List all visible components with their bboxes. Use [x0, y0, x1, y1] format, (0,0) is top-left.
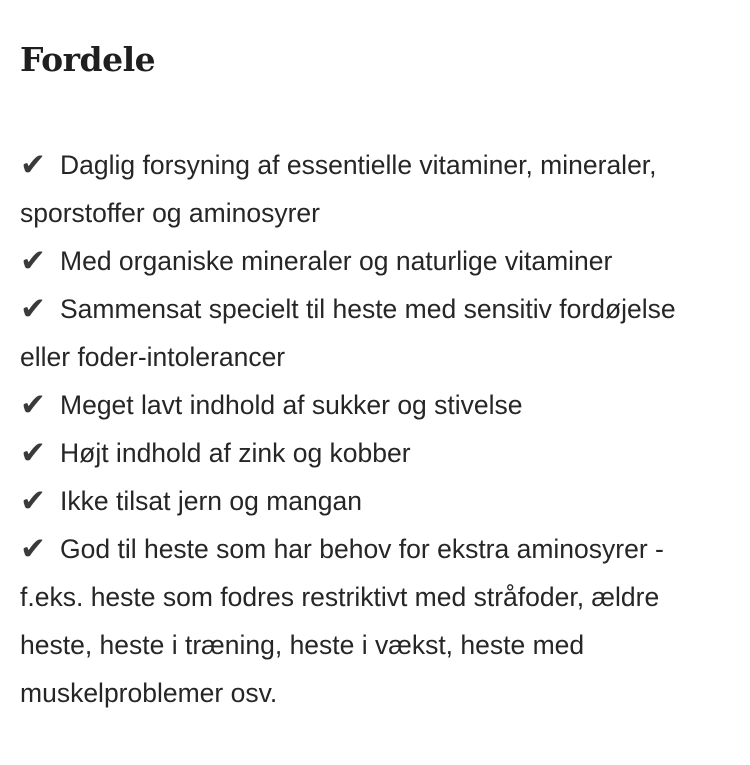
- list-item: [20, 381, 720, 429]
- benefit-text: Ikke tilsat jern og mangan: [60, 486, 362, 516]
- list-item: [20, 141, 720, 237]
- list-item: [20, 429, 720, 477]
- checkmark-icon: ✔: [20, 243, 46, 279]
- list-item: [20, 237, 720, 285]
- benefit-text: Højt indhold af zink og kobber: [60, 438, 411, 468]
- benefits-section: [20, 36, 720, 708]
- checkmark-icon: ✔: [20, 435, 46, 471]
- checkmark-icon: ✔: [20, 291, 46, 327]
- list-item: [20, 477, 720, 525]
- checkmark-icon: ✔: [20, 531, 46, 567]
- benefit-text: Meget lavt indhold af sukker og stivelse: [60, 390, 523, 420]
- checkmark-icon: ✔: [20, 387, 46, 423]
- section-title: Fordele: [20, 40, 156, 79]
- checkmark-icon: ✔: [20, 147, 46, 183]
- benefit-text: Med organiske mineraler og naturlige vitaminer: [60, 246, 613, 276]
- benefit-text: Sammensat specielt til heste med sensitiv fordøjelse eller foder-intolerancer: [20, 294, 676, 372]
- benefits-list: [20, 141, 720, 717]
- benefit-text: God til heste som har behov for ekstra aminosyrer - f.eks. heste som fodres restriktivt med stråfoder, ældre heste, heste i træning, heste i vækst, heste med muskelproblemer osv.: [20, 534, 664, 708]
- list-item: [20, 285, 720, 381]
- benefit-text: Daglig forsyning af essentielle vitaminer, mineraler, sporstoffer og aminosyrer: [20, 150, 657, 228]
- list-item: [20, 525, 720, 717]
- checkmark-icon: ✔: [20, 483, 46, 519]
